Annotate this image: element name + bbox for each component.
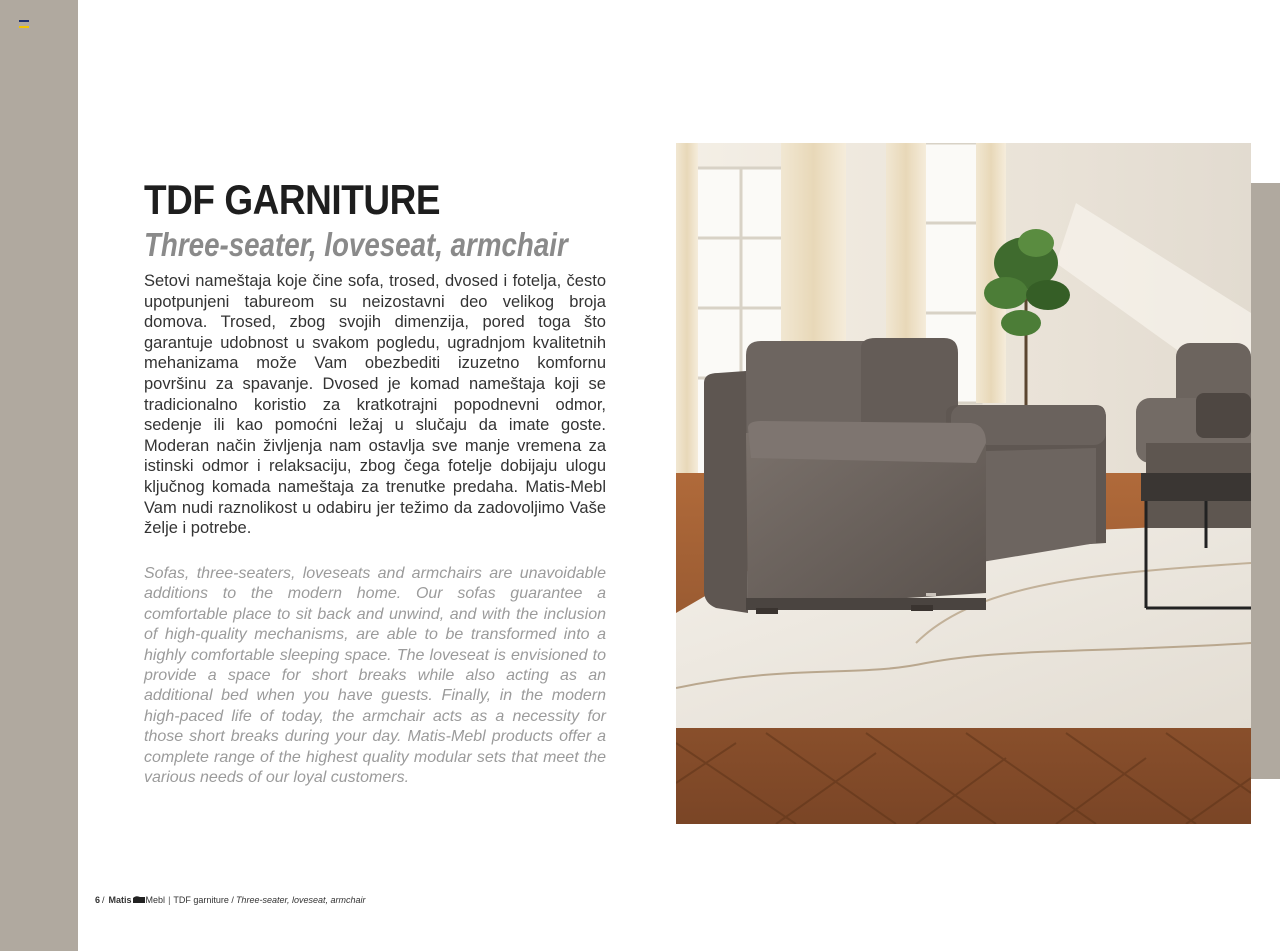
footer-slash: / <box>102 895 105 905</box>
page-number: 6 <box>95 895 101 905</box>
page-title: TDF GARNITURE <box>144 176 441 223</box>
menu-icon-stripe <box>19 20 29 22</box>
brand-name-bold: Matis <box>108 895 132 905</box>
menu-icon[interactable] <box>19 20 29 28</box>
brand-name-light: Mebl <box>145 895 166 905</box>
living-room-sofa-photo <box>676 143 1251 824</box>
page-subtitle: Three-seater, loveseat, armchair <box>144 226 568 263</box>
description-serbian: Setovi nameštaja koje čine sofa, trosed, dvosed i fotelja, često upotpunjeni taburеom su neizostavni deo velikog broja domova. Trosed, zbog svojih dimenzija, pored toga što garantuje udobnost u svakom pogledu, ugradnjom kvalitetnih mehanizama može Vam obezbediti izuzetno komfornu površinu za spavanje. Dvosed je komad nameštaja koji se tradicionalno koristio za kratkotrajni popodnevni odmor, sedenje ili kao pomoćni ležaj u slučaju da imate goste. Moderan način življenja nam ostavlja sve manje vremena za istinski odmor i relaksaciju, zbog čega fotelje dobijaju ulogu ključnog komada nameštaja za trenutke predaha. Matis-Mebl Vam nudi raznolikost u odabiru jer težimo da zadovoljimo Vaše želje i potrebe. <box>144 272 606 538</box>
footer-crumb-en: Three-seater, loveseat, armchair <box>235 895 366 905</box>
left-decorative-band <box>0 0 78 951</box>
menu-icon-stripe <box>19 26 29 28</box>
right-decorative-band <box>1251 183 1280 779</box>
footer-crumb-sr: TDF garniture / <box>173 895 234 905</box>
brand-logo-icon <box>133 895 145 905</box>
footer-separator: | <box>168 895 171 905</box>
page-footer <box>95 895 366 905</box>
description-english: Sofas, three-seaters, loveseats and armchairs are unavoidable additions to the modern home. Our sofas guarantee a comfortable place to sit back and unwind, and with the inclusion of high-quality mechanisms, are able to be transformed into a highly comfortable sleeping space. The loveseat is envisioned to provide a space for short breaks while also acting as an additional bed when you have guests. Finally, in the modern high-paced life of today, the armchair acts as a necessity for those short breaks during your day. Matis-Mebl products offer a complete range of the highest quality modular sets that meet the various needs of our loyal customers. <box>144 565 606 787</box>
